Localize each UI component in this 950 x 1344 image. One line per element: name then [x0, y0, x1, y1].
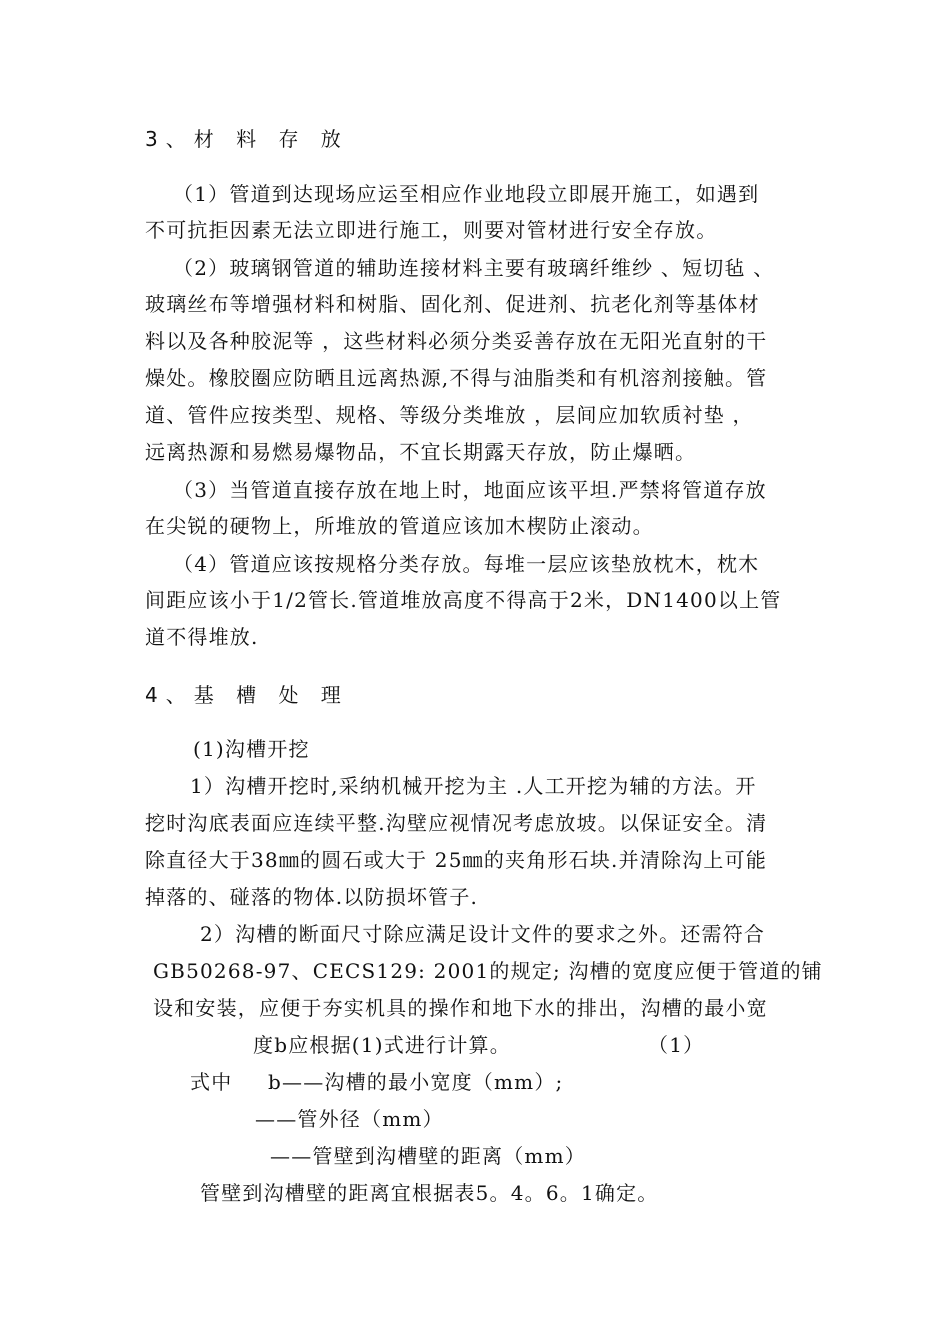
paragraph-line: 燥处。橡胶圈应防晒且远离热源,不得与油脂类和有机溶剂接触。管 — [145, 366, 768, 390]
formula-where-label: 式中 — [190, 1070, 233, 1094]
paragraph-line: （1）管道到达现场应运至相应作业地段立即展开施工，如遇到 — [173, 182, 760, 206]
paragraph-line: 玻璃丝布等增强材料和树脂、固化剂、促进剂、抗老化剂等基体材 — [145, 292, 760, 316]
paragraph-line: 道不得堆放. — [145, 625, 259, 649]
paragraph-line: 管壁到沟槽壁的距离宜根据表5。4。6。1确定。 — [200, 1181, 659, 1205]
section-4-heading: 4、基 槽 处 理 — [145, 683, 349, 707]
subheading: (1)沟槽开挖 — [193, 737, 310, 761]
paragraph-line: 2）沟槽的断面尺寸除应满足设计文件的要求之外。还需符合 — [200, 922, 766, 946]
paragraph-line: （3）当管道直接存放在地上时，地面应该平坦.严禁将管道存放 — [173, 478, 767, 502]
section-3-heading: 3、材 料 存 放 — [145, 127, 349, 151]
paragraph-line: （4）管道应该按规格分类存放。每堆一层应该垫放枕木，枕木 — [173, 552, 760, 576]
paragraph-line: 料以及各种胶泥等 ，这些材料必须分类妥善存放在无阳光直射的干 — [145, 329, 768, 353]
formula-variable-line: b——沟槽的最小宽度（mm）; — [268, 1070, 564, 1094]
paragraph-line: 道、管件应按类型、规格、等级分类堆放 ，层间应加软质衬垫 ， — [145, 403, 754, 427]
paragraph-line: 1）沟槽开挖时,采纳机械开挖为主 .人工开挖为辅的方法。开 — [190, 774, 757, 798]
paragraph-line: 远离热源和易燃易爆物品，不宜长期露天存放，防止爆晒。 — [145, 440, 697, 464]
formula-variable-line: ——管外径（mm） — [255, 1107, 444, 1131]
paragraph-line: 在尖锐的硬物上，所堆放的管道应该加木楔防止滚动。 — [145, 514, 654, 538]
paragraph-line: 度b应根据(1)式进行计算。 — [253, 1033, 511, 1057]
paragraph-line: 不可抗拒因素无法立即进行施工，则要对管材进行安全存放。 — [145, 218, 718, 242]
formula-variable-line: ——管壁到沟槽壁的距离（mm） — [270, 1144, 586, 1168]
equation-number: （1） — [648, 1033, 705, 1057]
paragraph-line: 挖时沟底表面应连续平整.沟壁应视情况考虑放坡。以保证安全。清 — [145, 811, 768, 835]
paragraph-line: 设和安装，应便于夯实机具的操作和地下水的排出，沟槽的最小宽 — [153, 996, 768, 1020]
paragraph-line: 间距应该小于1/2管长.管道堆放高度不得高于2米，DN1400以上管 — [145, 588, 782, 612]
paragraph-line: 掉落的、碰落的物体.以防损坏管子. — [145, 885, 479, 909]
paragraph-line: （2）玻璃钢管道的辅助连接材料主要有玻璃纤维纱 、短切毡 、 — [173, 256, 775, 280]
paragraph-line: 除直径大于38㎜的圆石或大于 25㎜的夹角形石块.并清除沟上可能 — [145, 848, 768, 872]
paragraph-line: GB50268-97、CECS129: 2001的规定; 沟槽的宽度应便于管道的铺 — [153, 959, 823, 983]
